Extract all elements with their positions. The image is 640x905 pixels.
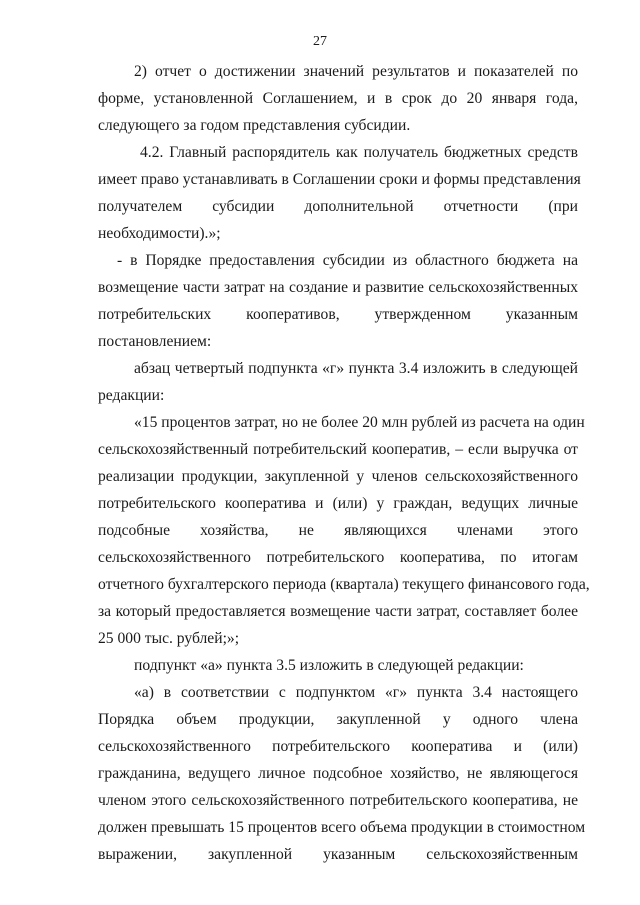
text-line: редакции: <box>98 387 165 404</box>
text-line: за который предоставляется возмещение части затрат, составляет более <box>98 603 578 620</box>
text-line: возмещение части затрат на создание и развитие сельскохозяйственных <box>98 279 578 296</box>
text-line: отчетного бухгалтерского периода (квартала) текущего финансового года, <box>98 576 590 593</box>
text-line: следующего за годом представления субсидии. <box>98 117 411 134</box>
text-line: - в Порядке предоставления субсидии из областного бюджета на <box>117 252 578 269</box>
text-line: 2) отчет о достижении значений результатов и показателей по <box>134 63 578 80</box>
text-line: сельскохозяйственный потребительский кооператив, – если выручка от <box>98 441 578 458</box>
text-line: потребительского кооператива и (или) у граждан, ведущих личные <box>98 495 578 512</box>
text-line: гражданина, ведущего личное подсобное хозяйство, не являющегося <box>98 765 578 782</box>
text-line: имеет право устанавливать в Соглашении сроки и формы представления <box>98 171 581 188</box>
text-line: подсобные хозяйства, не являющихся членами этого <box>98 522 578 539</box>
text-line: Порядка объем продукции, закупленной у одного члена <box>98 711 578 728</box>
text-line: 4.2. Главный распорядитель как получатель бюджетных средств <box>140 144 578 161</box>
text-line: абзац четвертый подпункта «г» пункта 3.4 изложить в следующей <box>134 360 578 377</box>
text-line: сельскохозяйственного потребительского кооператива и (или) <box>98 738 578 755</box>
text-line: сельскохозяйственного потребительского кооператива, по итогам <box>98 549 578 566</box>
text-line: членом этого сельскохозяйственного потребительского кооператива, не <box>98 792 578 809</box>
text-line: необходимости).»; <box>98 225 221 242</box>
text-line: форме, установленной Соглашением, и в срок до 20 января года, <box>98 90 578 107</box>
text-line: получателем субсидии дополнительной отчетности (при <box>98 198 578 215</box>
text-line: подпункт «а» пункта 3.5 изложить в следующей редакции: <box>134 657 524 674</box>
page-number: 27 <box>313 34 327 49</box>
text-line: реализации продукции, закупленной у членов сельскохозяйственного <box>98 468 578 485</box>
text-line: должен превышать 15 процентов всего объема продукции в стоимостном <box>98 819 586 836</box>
text-line: 25 000 тыс. рублей;»; <box>98 630 240 647</box>
text-line: постановлением: <box>98 333 212 350</box>
text-line: потребительских кооперативов, утвержденном указанным <box>98 306 578 323</box>
text-line: выражении, закупленной указанным сельскохозяйственным <box>98 846 578 863</box>
text-line: «15 процентов затрат, но не более 20 млн рублей из расчета на один <box>134 414 585 431</box>
text-line: «а) в соответствии с подпунктом «г» пункта 3.4 настоящего <box>134 684 578 701</box>
